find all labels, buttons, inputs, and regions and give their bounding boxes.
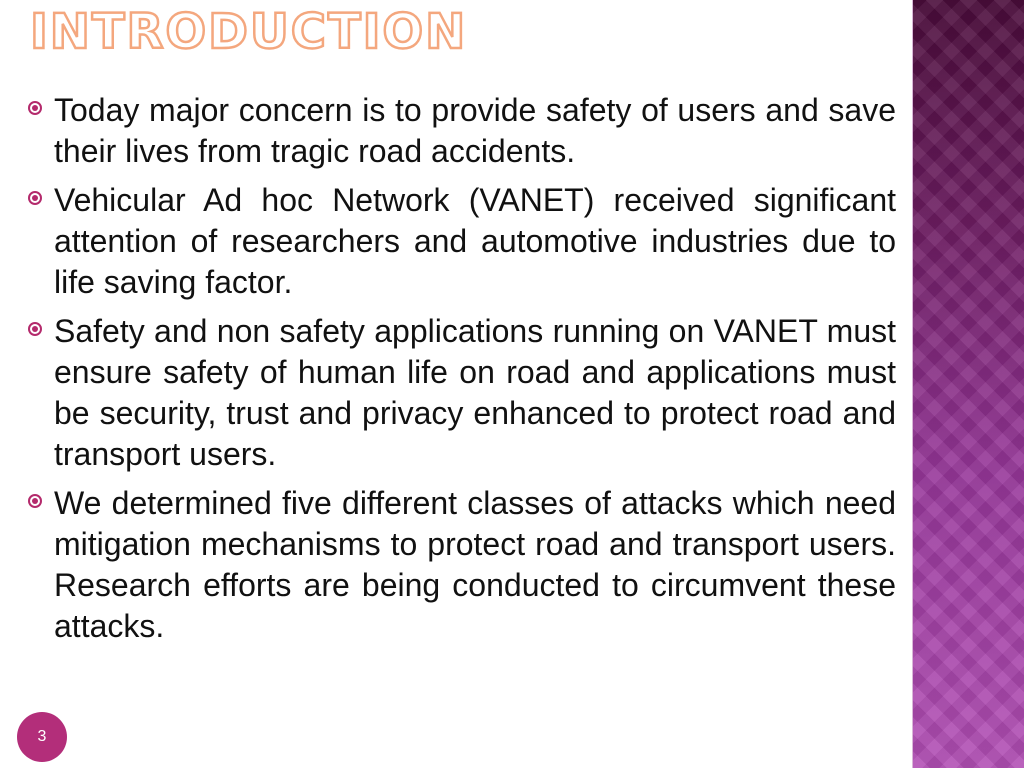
circle-bullet-ring-icon: [28, 322, 42, 336]
circle-bullet-icon: [28, 483, 54, 508]
circle-bullet-icon: [28, 311, 54, 336]
circle-bullet-icon: [28, 90, 54, 115]
bullet-text: Vehicular Ad hoc Network (VANET) received significant attention of researchers and automotive industries due to life saving factor.: [54, 182, 896, 300]
bullet-text: Safety and non safety applications running on VANET must ensure safety of human life on road and applications must be security, trust and privacy enhanced to protect road and transport users.: [54, 313, 896, 472]
circle-bullet-dot-icon: [32, 195, 38, 201]
bullet-item: [28, 311, 896, 475]
circle-bullet-dot-icon: [32, 498, 38, 504]
circle-bullet-ring-icon: [28, 191, 42, 205]
decorative-side-panel: [912, 0, 1024, 768]
bullet-item: [28, 180, 896, 303]
slide-title: INTRODUCTION: [30, 4, 468, 60]
circle-bullet-icon: [28, 180, 54, 205]
circle-bullet-dot-icon: [32, 105, 38, 111]
page-number-badge: [17, 712, 67, 762]
bullet-text: Today major concern is to provide safety of users and save their lives from tragic road accidents.: [54, 92, 896, 169]
bullet-text: We determined five different classes of attacks which need mitigation mechanisms to protect road and transport users. Research efforts are being conducted to circumvent these attacks.: [54, 485, 896, 644]
bullet-item: [28, 90, 896, 172]
bullet-item: [28, 483, 896, 647]
circle-bullet-ring-icon: [28, 494, 42, 508]
circle-bullet-dot-icon: [32, 326, 38, 332]
page-number: 3: [37, 728, 47, 745]
circle-bullet-ring-icon: [28, 101, 42, 115]
bullet-list: [28, 90, 896, 655]
